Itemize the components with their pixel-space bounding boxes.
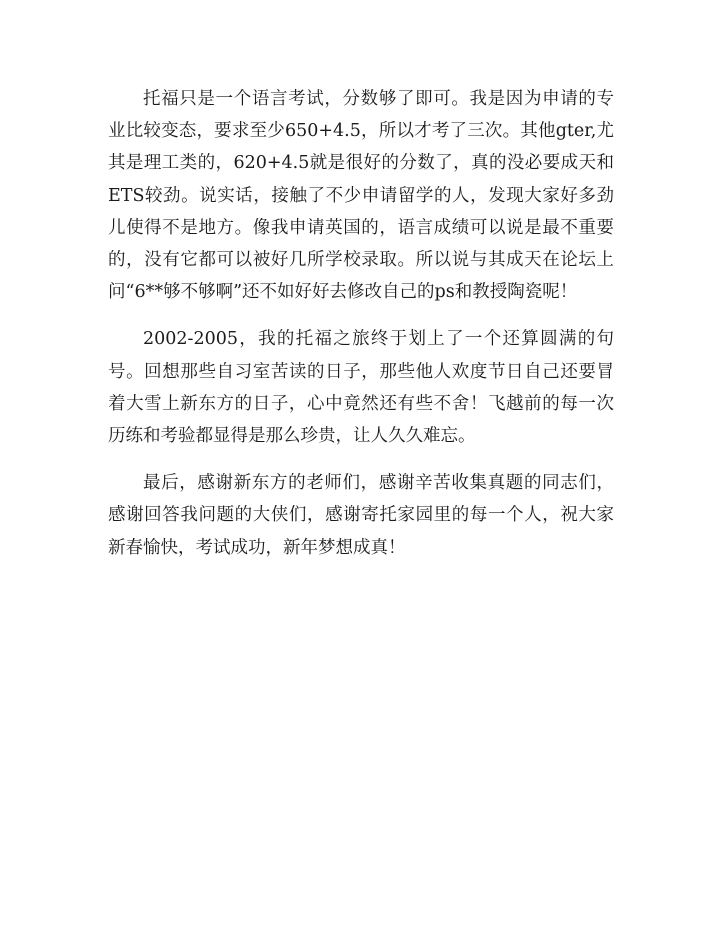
document-body	[108, 83, 614, 564]
paragraph-toefl-advice: 托福只是一个语言考试，分数够了即可。我是因为申请的专业比较变态，要求至少650+4.5，所以才考了三次。其他gter,尤其是理工类的，620+4.5就是很好的分数了，真的没必要成天和ETS较劲。说实话，接触了不少申请留学的人，发现大家好多劲儿使得不是地方。像我申请英国的，语言成绩可以说是最不重要的，没有它都可以被好几所学校录取。所以说与其成天在论坛上问“6**够不够啊”还不如好好去修改自己的ps和教授陶瓷呢！	[108, 89, 614, 303]
paragraph-toefl-journey: 2002-2005，我的托福之旅终于划上了一个还算圆满的句号。回想那些自习室苦读的日子，那些他人欢度节日自己还要冒着大雪上新东方的日子，心中竟然还有些不舍！飞越前的每一次历练和考验都显得是那么珍贵，让人久久难忘。	[108, 329, 614, 447]
paragraph-acknowledgements: 最后，感谢新东方的老师们，感谢辛苦收集真题的同志们，感谢回答我问题的大侠们，感谢寄托家园里的每一个人，祝大家新春愉快，考试成功，新年梦想成真！	[108, 473, 614, 558]
